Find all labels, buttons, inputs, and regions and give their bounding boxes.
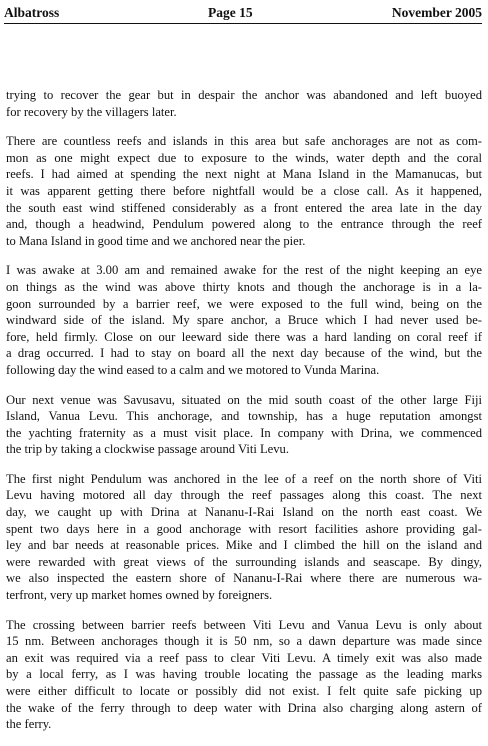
text-line: trying to recover the gear but in despair the anchor was abandoned and left buoyed [6,88,482,102]
text-line: spent two days here in a good anchorage with resort facilities ashore providing gal- [6,521,482,536]
text-line: were either difficult to locate or possibly did not exist. I felt quite safe picking up [6,684,482,698]
text-line: the south east wind stiffened considerably as a front entered the area late in the day [6,200,482,215]
paragraph [6,133,482,249]
text-line: fore, held firmly. Close on our leeward side there was a hard landing on coral reef if [6,329,482,344]
text-line: 15 nm. Between anchorages though it is 50 nm, so a dawn departure was made since [6,634,482,649]
paragraph [6,392,482,458]
text-line: Island, Vanua Levu. This anchorage, and township, has a huge reputation amongst [6,409,482,424]
text-line: following day the wind eased to a calm and we motored to Vunda Marina. [6,362,380,377]
text-line: to Mana Island in good time and we anchored near the pier. [6,233,306,248]
paragraph [6,87,482,120]
text-line: goon surrounded by a barrier reef, we were exposed to the full wind, being on the [6,296,482,311]
text-line: we also inspected the eastern shore of Nananu-I-Rai where there are numerous wa- [6,571,482,586]
text-line: were rewarded with great views of the surrounding islands and seascape. By dingy, [6,554,482,569]
paragraph [6,617,482,733]
text-line: windward side of the island. My spare anchor, a Bruce which I had never used be- [6,313,482,328]
text-line: an exit was required via a reef pass to clear Viti Levu. A timely exit was also made [6,650,482,665]
text-line: reefs. I had aimed at spending the next night at Mana Island in the Mamanucas, but [6,167,482,182]
text-line: it was apparent getting there before nightfall would be a close call. As it happened, [6,183,482,198]
text-line: a drag occurred. I had to stay on board all the next day because of the wind, but the [6,346,482,361]
text-line: day, we caught up with Drina at Nananu-I-Rai Island on the north east coast. We [6,505,482,520]
text-line: mon as one might expect due to exposure to the winds, water depth and the coral [6,150,482,165]
text-line: the yachting fraternity as a must visit place. In company with Drina, we commenced [6,425,482,440]
text-line: on things as the wind was above thirty knots and though the anchorage is in a la- [6,279,482,294]
text-line: terfront, very up market homes owned by foreigners. [6,588,273,603]
text-line: the wake of the ferry through to deep water with Drina also charging along astern of [6,700,482,715]
text-line: the trip by taking a clockwise passage around Viti Levu. [6,442,289,457]
text-line: I was awake at 3.00 am and remained awake for the rest of the night keeping an eye [6,263,482,278]
text-line: Our next venue was Savusavu, situated on the mid south coast of the other large Fiji [6,392,482,407]
text-line: The first night Pendulum was anchored in the lee of a reef on the north shore of Viti [6,471,482,486]
page-header [4,5,482,24]
paragraph [6,262,482,378]
text-line: and, though a headwind, Pendulum powered along to the entrance through the reef [6,217,482,232]
text-line: The crossing between barrier reefs between Viti Levu and Vanua Levu is only about [6,617,482,632]
issue-date: November 2005 [391,5,482,20]
paragraph [6,471,482,604]
text-line: the ferry. [6,717,52,732]
text-line: by a local ferry, as I was having trouble locating the passage as the leading marks [6,667,482,682]
text-line: for recovery by the villagers later. [6,104,177,119]
article-body [6,87,482,746]
text-line: ley and bar needs at reasonable prices. Mike and I climbed the hill on the island and [6,538,482,553]
page-number: Page 15 [208,5,253,20]
publication-title: Albatross [4,5,60,20]
text-line: Levu having motored all day through the reef passages along this coast. The next [6,488,482,503]
text-line: There are countless reefs and islands in this area but safe anchorages are not as com- [6,134,482,149]
